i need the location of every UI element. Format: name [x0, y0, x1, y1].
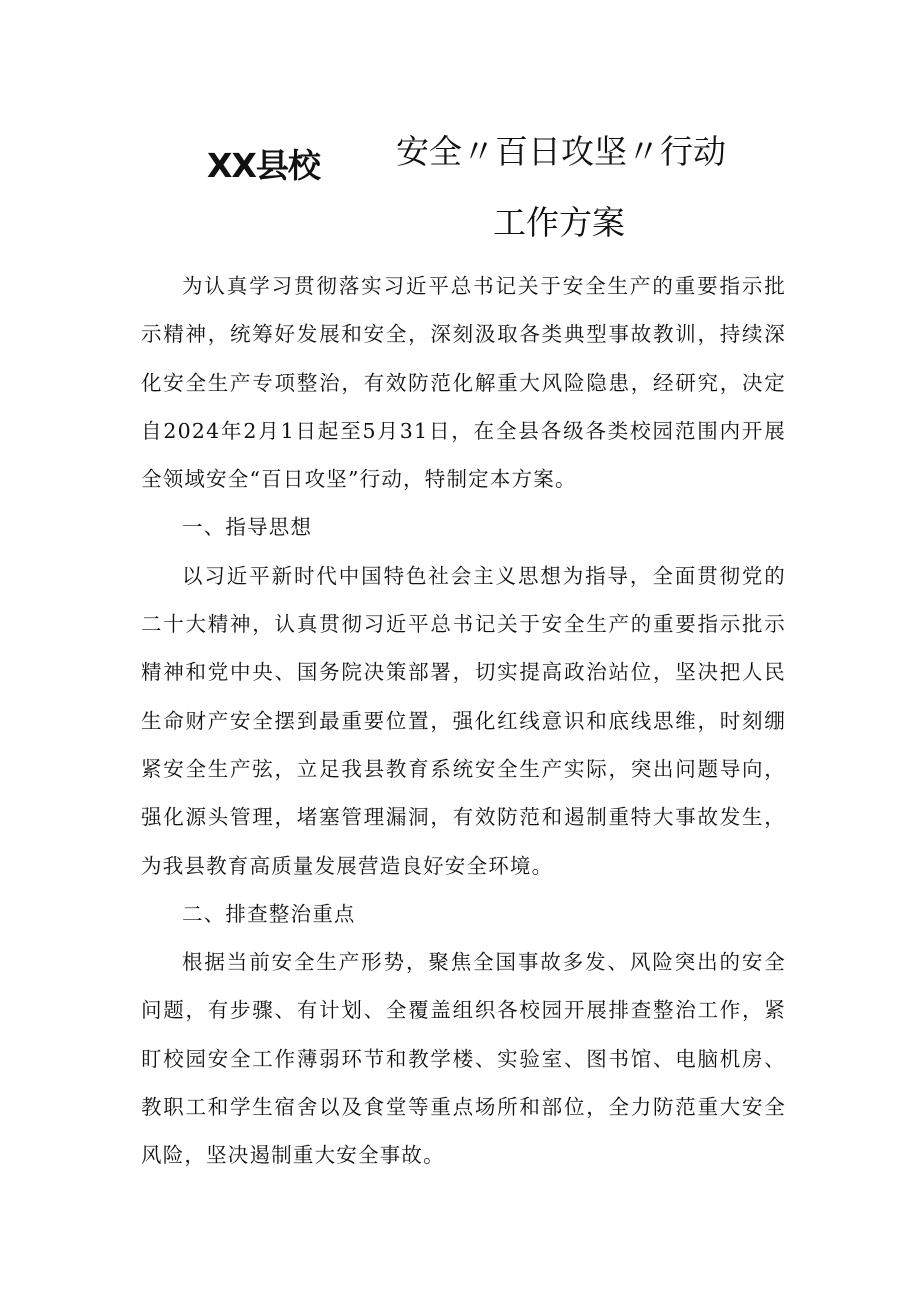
- intro-paragraph: 为认真学习贯彻落实习近平总书记关于安全生产的重要指示批示精神，统筹好发展和安全，深刻汲取各类典型事故教训，持续深化安全生产专项整治，有效防范化解重大风险隐患，经研究，决定自2024年2月1日起至5月31日，在全县各级各类校园范围内开展全领域安全“百日攻坚”行动，特制定本方案。: [141, 274, 786, 492]
- title-county-school: XX县校: [207, 146, 320, 185]
- section-paragraph-guiding-ideology: 以习近平新时代中国特色社会主义思想为指导，全面贯彻党的二十大精神，认真贯彻习近平总书记关于安全生产的重要指示批示精神和党中央、国务院决策部署，切实提高政治站位，坚决把人民生命财产安全摆到最重要位置，强化红线意识和底线思维，时刻绷紧安全生产弦，立足我县教育系统安全生产实际，突出问题导向，强化源头管理，堵塞管理漏洞，有效防范和遏制重特大事故发生，为我县教育高质量发展营造良好安全环境。: [141, 563, 786, 878]
- title-action-name: 安全〃百日攻坚〃行动: [396, 132, 726, 171]
- section-paragraph-inspection-focus: 根据当前安全生产形势，聚焦全国事故多发、风险突出的安全问题，有步骤、有计划、全覆盖组织各校园开展排查整治工作，紧盯校园安全工作薄弱环节和教学楼、实验室、图书馆、电脑机房、教职工和学生宿舍以及食堂等重点场所和部位，全力防范重大安全风险，坚决遏制重大安全事故。: [141, 950, 786, 1168]
- title-work-plan: 工作方案: [493, 203, 625, 242]
- section-heading-inspection-focus: 二、排查整治重点: [182, 901, 356, 926]
- section-heading-guiding-ideology: 一、指导思想: [182, 515, 313, 540]
- document-body: [141, 262, 786, 1180]
